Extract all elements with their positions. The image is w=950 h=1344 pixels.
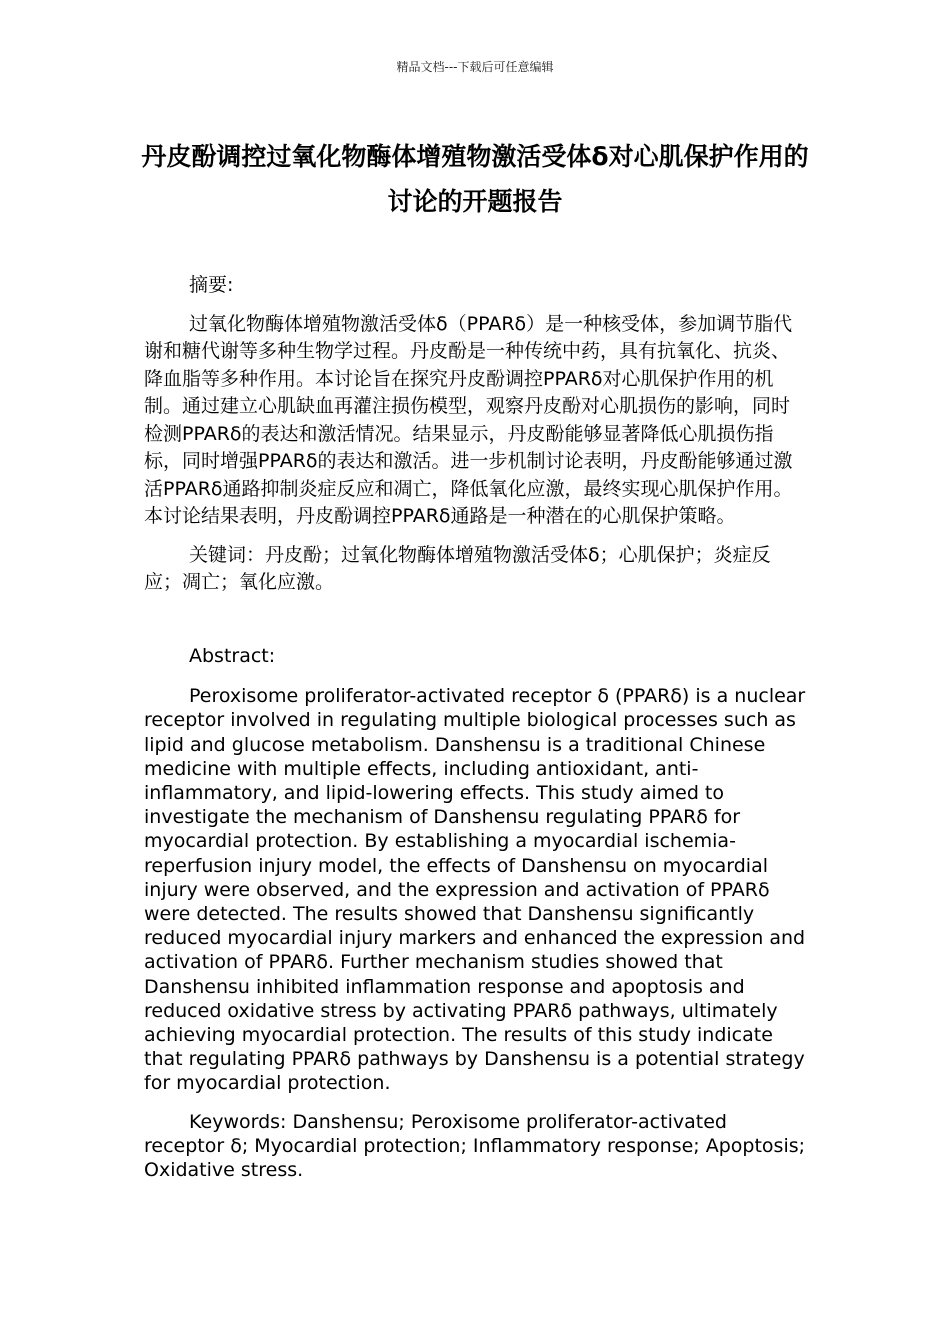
en-abstract-body: Peroxisome proliferator-activated receptor δ (PPARδ) is a nuclear receptor involved in regulating multiple biological processes such as lipid and glucose metabolism. Danshensu is a traditional Chinese medicine with multiple effects, including antioxidant, anti-inflammatory, and lipid-lowering effects. This study aimed to investigate the mechanism of Danshensu regulating PPARδ for myocardial protection. By establishing a myocardial ischemia-reperfusion injury model, the effects of Danshensu on myocardial injury were observed, and the expression and activation of PPARδ were detected. The results showed that Danshensu significantly reduced myocardial injury markers and enhanced the expression and activation of PPARδ. Further mechanism studies showed that Danshensu inhibited inflammation response and apoptosis and reduced oxidative stress by activating PPARδ pathways, ultimately achieving myocardial protection. The results of this study indicate that regulating PPARδ pathways by Danshensu is a potential strategy for myocardial protection. xyxy=(144,685,806,1095)
cn-abstract-body: 过氧化物酶体增殖物激活受体δ（PPARδ）是一种核受体，参加调节脂代谢和糖代谢等多种生物学过程。丹皮酚是一种传统中药，具有抗氧化、抗炎、降血脂等多种作用。本讨论旨在探究丹皮酚调控PPARδ对心肌保护作用的机制。通过建立心肌缺血再灌注损伤模型，观察丹皮酚对心肌损伤的影响，同时检测PPARδ的表达和激活情况。结果显示，丹皮酚能够显著降低心肌损伤指标，同时增强PPARδ的表达和激活。进一步机制讨论表明，丹皮酚能够通过激活PPARδ通路抑制炎症反应和凋亡，降低氧化应激，最终实现心肌保护作用。本讨论结果表明，丹皮酚调控PPARδ通路是一种潜在的心肌保护策略。 xyxy=(144,312,793,527)
en-abstract-section xyxy=(144,644,808,1182)
cn-abstract-label: 摘要: xyxy=(189,274,234,296)
en-keywords: Keywords: Danshensu; Peroxisome proliferator-activated receptor δ; Myocardial protection; Inflammatory response; Apoptosis; Oxidative stress. xyxy=(144,1110,806,1182)
en-abstract-label: Abstract: xyxy=(189,645,276,667)
document-title: 丹皮酚调控过氧化物酶体增殖物激活受体δ对心肌保护作用的讨论的开题报告 xyxy=(141,142,809,216)
cn-keywords: 关键词：丹皮酚；过氧化物酶体增殖物激活受体δ；心肌保护；炎症反应；凋亡；氧化应激。 xyxy=(144,543,771,593)
header-note: 精品文档---下载后可任意编辑 xyxy=(396,60,554,74)
cn-abstract-section xyxy=(144,272,808,597)
